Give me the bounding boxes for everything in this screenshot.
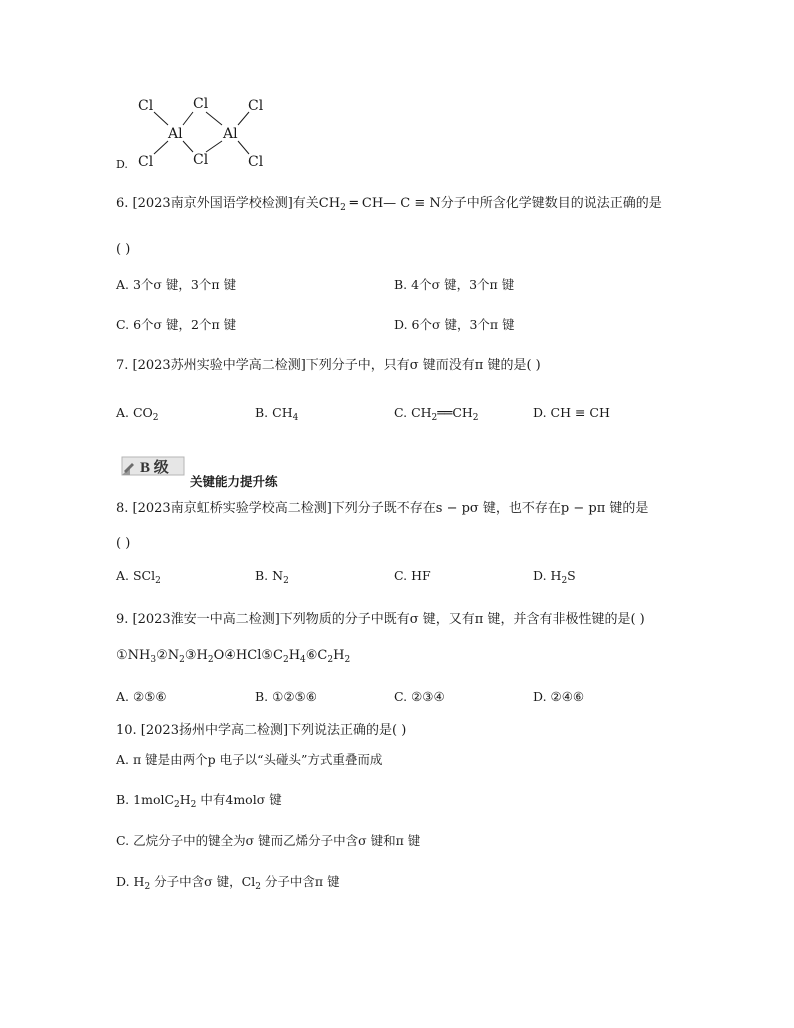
question-8-option-b[interactable]: B. $N_2$ <box>255 568 289 586</box>
section-b-badge <box>118 453 188 479</box>
question-6-stem: 6. [2023南京外国语学校检测]有关$CH_2$ ═ CH— C ≡ N分子中所含化学键数目的说法正确的是 <box>116 196 662 213</box>
question-10-option-a[interactable]: A. π 键是由两个p 电子以“头碰头”方式重叠而成 <box>116 752 383 767</box>
question-8-option-a[interactable]: A. SCl$_2$ <box>116 568 161 586</box>
atom-cl-6: Cl <box>248 154 264 170</box>
question-10-option-c[interactable]: C. 乙烷分子中的键全为σ 键而乙烯分子中含σ 键和π 键 <box>116 833 421 848</box>
question-10-option-d[interactable]: D. $H_2$ 分子中含σ 键，$Cl_2$ 分子中含π 键 <box>116 874 340 892</box>
atom-cl-5: Cl <box>193 152 209 168</box>
question-7-option-a[interactable]: A. $CO_2$ <box>116 405 159 423</box>
section-badge-text: B 级 <box>140 460 169 476</box>
al2cl6-structure <box>136 92 276 172</box>
question-9-option-d[interactable]: D. ②④⑥ <box>533 689 585 704</box>
question-9-substance-list: $①NH_3②N_2③H_2O④HCl⑤C_2H_4⑥C_2H_2$ <box>116 648 351 665</box>
atom-cl-4: Cl <box>138 154 154 170</box>
question-9-option-b[interactable]: B. ①②⑤⑥ <box>255 689 317 704</box>
question-10-stem: 10. [2023扬州中学高二检测]下列说法正确的是( ) <box>116 723 407 738</box>
question-7-stem: 7. [2023苏州实验中学高二检测]下列分子中，只有σ 键而没有π 键的是( ) <box>116 358 541 373</box>
question-9-stem: 9. [2023淮安一中高二检测]下列物质的分子中既有σ 键，又有π 键，并含有非极性键的是( ) <box>116 612 645 627</box>
atom-cl-1: Cl <box>138 98 154 114</box>
question-8-stem: 8. [2023南京虹桥实验学校高二检测]下列分子既不存在s − pσ 键，也不存在p − pπ 键的是 <box>116 501 649 516</box>
option-d-label: D. <box>116 158 128 171</box>
question-7-option-d[interactable]: D. CH ≡ CH <box>533 405 610 420</box>
question-9-option-c[interactable]: C. ②③④ <box>394 689 445 704</box>
question-10-option-b[interactable]: B. $1molC_2H_2$ 中有4molσ 键 <box>116 792 282 810</box>
question-6-option-b[interactable]: B. 4个σ 键，3个π 键 <box>394 277 515 292</box>
atom-cl-2: Cl <box>193 96 209 112</box>
section-title: 关键能力提升练 <box>190 474 278 489</box>
question-6-answer-paren: ( ) <box>116 242 131 257</box>
question-6-option-d[interactable]: D. 6个σ 键，3个π 键 <box>394 317 515 332</box>
question-7-option-c[interactable]: C. $CH_2══CH_2$ <box>394 405 479 423</box>
atom-al-1: Al <box>168 126 183 142</box>
question-9-option-a[interactable]: A. ②⑤⑥ <box>116 689 167 704</box>
question-8-answer-paren: ( ) <box>116 536 131 551</box>
question-8-option-d[interactable]: D. $H_2S$ <box>533 568 576 586</box>
question-6-option-c[interactable]: C. 6个σ 键，2个π 键 <box>116 317 237 332</box>
question-7-option-b[interactable]: B. $CH_4$ <box>255 405 299 423</box>
atom-al-2: Al <box>223 126 238 142</box>
question-6-option-a[interactable]: A. 3个σ 键，3个π 键 <box>116 277 237 292</box>
question-8-option-c[interactable]: C. HF <box>394 568 431 583</box>
atom-cl-3: Cl <box>248 98 264 114</box>
